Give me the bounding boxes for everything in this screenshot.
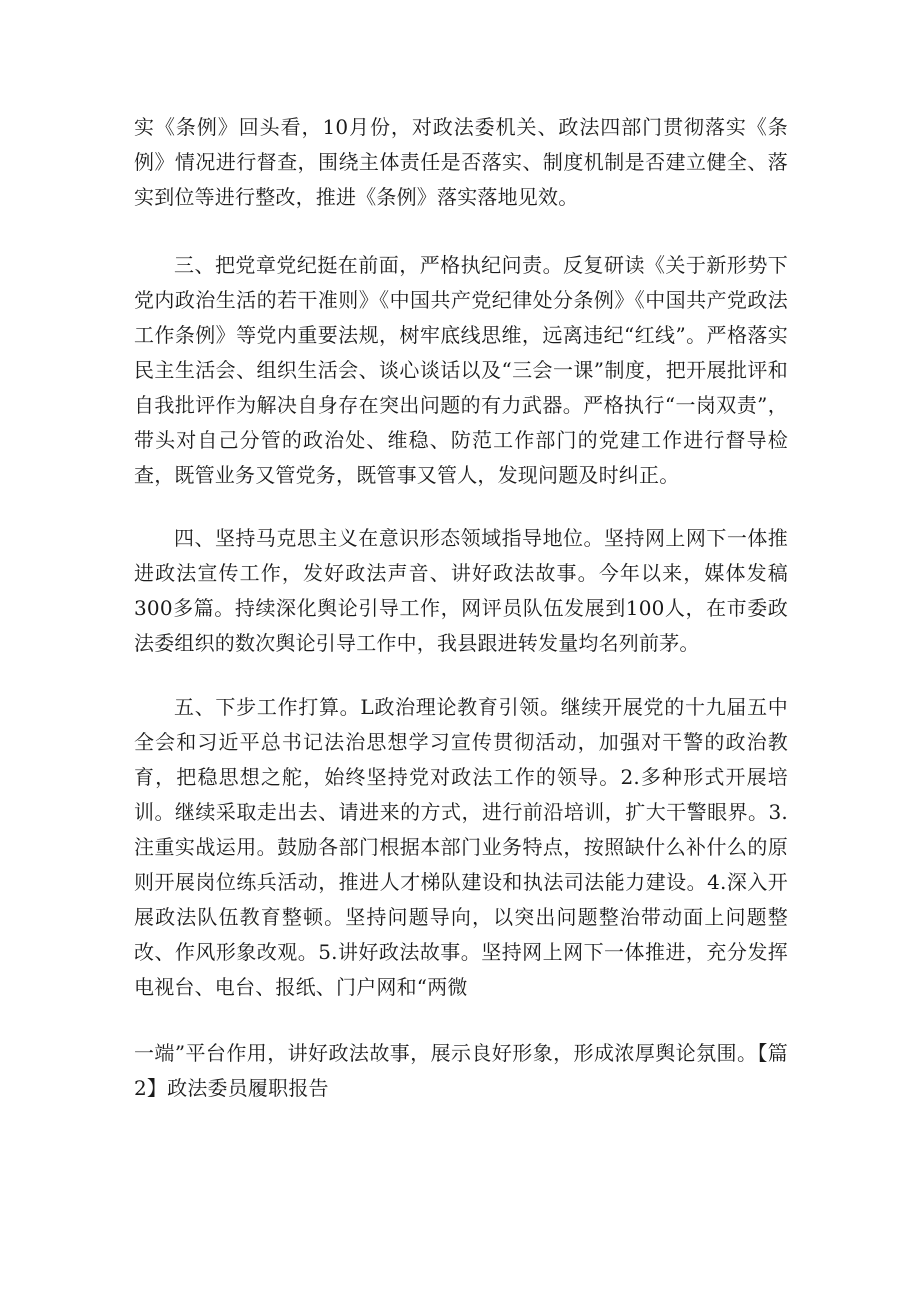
- paragraph-section-three: 三、把党章党纪挺在前面，严格执纪问责。反复研读《关于新形势下党内政治生活的若干准则》《中国共产党纪律处分条例》《中国共产党政法工作条例》等党内重要法规，树牢底线思维，远离违纪“红线”。严格落实民主生活会、组织生活会、谈心谈话以及“三会一课”制度，把开展批评和自我批评作为解决自身存在突出问题的有力武器。严格执行“一岗双责”，带头对自己分管的政治处、维稳、防范工作部门的党建工作进行督导检查，既管业务又管党务，既管事又管人，发现问题及时纠正。: [134, 253, 788, 487]
- paragraph-section-four: 四、坚持马克思主义在意识形态领域指导地位。坚持网上网下一体推进政法宣传工作，发好政法声音、讲好政法故事。今年以来，媒体发稿300多篇。持续深化舆论引导工作，网评员队伍发展到100人，在市委政法委组织的数次舆论引导工作中，我县跟进转发量均名列前茅。: [134, 526, 788, 655]
- paragraph-closing: 一端”平台作用，讲好政法故事，展示良好形象，形成浓厚舆论氛围。【篇2】政法委员履职报告: [134, 1041, 788, 1100]
- paragraph-section-five: 五、下步工作打算。L政治理论教育引领。继续开展党的十九届五中全会和习近平总书记法治思想学习宣传贯彻活动，加强对干警的政治教育，把稳思想之舵，始终坚持党对政法工作的领导。2.多种形式开展培训。继续采取走出去、请进来的方式，进行前沿培训，扩大干警眼界。3.注重实战运用。鼓励各部门根据本部门业务特点，按照缺什么补什么的原则开展岗位练兵活动，推进人才梯队建设和执法司法能力建设。4.深入开展政法队伍教育整顿。坚持问题导向，以突出问题整治带动面上问题整改、作风形象改观。5.讲好政法故事。坚持网上网下一体推进，充分发挥电视台、电台、报纸、门户网和“两微: [134, 695, 788, 999]
- paragraph-continuation: 实《条例》回头看，10月份，对政法委机关、政法四部门贯彻落实《条例》情况进行督查，围绕主体责任是否落实、制度机制是否建立健全、落实到位等进行整改，推进《条例》落实落地见效。: [134, 115, 788, 209]
